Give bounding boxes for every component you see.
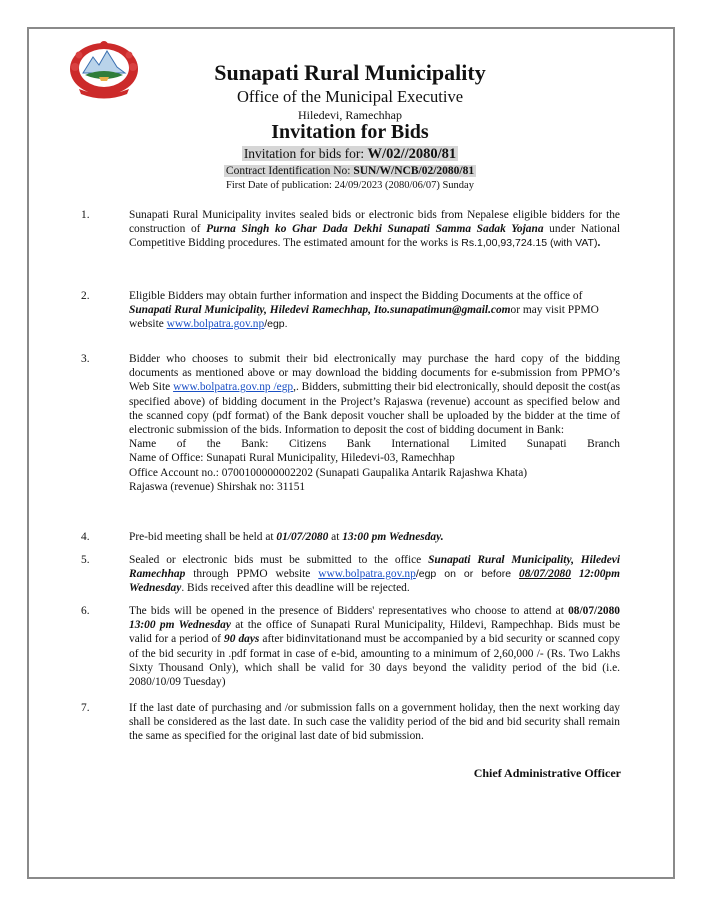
publication-date: First Date of publication: 24/09/2023 (2080/06/07) Sunday (226, 180, 474, 191)
bids-for-value: W/02//2080/81 (367, 146, 457, 162)
project-name: Purna Singh ko Ghar Dada Dekhi Sunapati Samma Sadak Yojana (206, 223, 544, 236)
office-location: Hiledevi, Ramechhap (298, 108, 402, 122)
office-subtitle: Office of the Municipal Executive (236, 87, 464, 106)
item-text: /egp on or before (415, 568, 520, 581)
signature-title: Chief Administrative Officer (473, 766, 621, 780)
office-name: Name of Office: Sunapati Rural Municipality, Hiledevi-03, Ramechhap (129, 452, 455, 465)
item-text: bid security shall remain the same as specified for the original last date of bid submission. (129, 716, 621, 743)
nepal-emblem-icon (63, 37, 145, 101)
item-number: 1. (81, 209, 90, 221)
item-text: . (597, 237, 601, 250)
prebid-time: 13:00 pm Wednesday. (342, 531, 444, 543)
item-text: at (328, 531, 343, 543)
office-contact: Sunapati Rural Municipality, Hiledevi Ramechhap, Ito.sunapatimun@gmail.com (129, 304, 511, 317)
item-text: Sealed or electronic bids must be submitted to the office (129, 554, 429, 566)
contract-label: Contract Identification No: (225, 165, 354, 177)
item-text: ,. Bidders, submitting their bid electronically, should deposit the cost(as specified above) of bidding document in the Project’s Rajaswa (revenue) account as specified below and the scanned copy (pdf format) of the Bank deposit voucher shall be uploaded by the bidder at the time of electronic submission of the bids. Information to deposit the cost of bidding document in Bank: (129, 381, 621, 437)
item-text: . Bids received after this deadline will be rejected. (181, 582, 410, 595)
item-text: bid and (469, 716, 504, 729)
ppmo-link[interactable]: www.bolpatra.gov.np (318, 568, 416, 581)
item-text: under National Competitive Bidding procedures. The estimated amount for the works is (129, 223, 620, 250)
bids-for-line (150, 146, 550, 163)
item-text: or may visit PPMO website (129, 304, 599, 331)
item-text: /egp. (264, 318, 288, 331)
bids-for-label: Invitation for bids for: (243, 146, 368, 161)
item-text: Eligible Bidders may obtain further information and inspect the Bidding Documents at the office of (129, 290, 583, 302)
item-number: 2. (81, 290, 90, 302)
item-number: 7. (81, 702, 90, 714)
account-number: Office Account no.: 0700100000002202 (Sunapati Gaupalika Antarik Rajashwa Khata) (129, 466, 528, 479)
ppmo-link[interactable]: www.bolpatra.gov.np /egp (173, 381, 294, 394)
estimated-amount: Rs.1,00,93,724.15 (with VAT) (461, 237, 598, 250)
item-number: 5. (81, 554, 90, 566)
opening-date: 08/07/2080 (568, 605, 620, 617)
contract-value: SUN/W/NCB/02/2080/81 (353, 165, 475, 177)
item-text: after bidinvitationand must be accompanied by a bid security or scanned copy of the bid security in .pdf format in case of e-bid, amounting to a minimum of 2,60,000 /- (Rs. Two Lakhs Sixty Thousand Only), which shall be valid for 30 days beyond the validity period of the bid (i.e. 2080/10/09 Tuesday) (129, 633, 620, 689)
item-text: The bids will be opened in the presence of Bidders' representatives who choose to attend at (129, 605, 569, 617)
prebid-date: 01/07/2080 (276, 531, 329, 543)
item-number: 4. (81, 531, 90, 543)
submission-date: 08/07/2080 (519, 568, 571, 581)
item-number: 6. (81, 605, 90, 617)
item-text: Bidder who chooses to submit their bid electronically may purchase the hard copy of the bidding documents as mentioned above or may download the bidding documents for e-submission from PPMO’s Web Site (129, 353, 620, 394)
ppmo-link[interactable]: www.bolpatra.gov.np (166, 318, 265, 331)
item-text: Sunapati Rural Municipality invites sealed bids or electronic bids from Nepalese eligible bidders for the construction of (129, 209, 620, 236)
validity-days: 90 days (224, 633, 260, 646)
page-heading: Invitation for Bids (271, 121, 429, 143)
opening-time: 13:00 pm Wednesday (129, 619, 231, 632)
contract-id-line (150, 165, 550, 177)
bank-name: Name of the Bank: Citizens Bank International Limited Sunapati Branch (129, 438, 620, 451)
item-text: If the last date of purchasing and /or submission falls on a government holiday, then the next working day shall be considered as the last date. In such case the validity period of the (129, 702, 620, 729)
municipality-title: Sunapati Rural Municipality (214, 60, 486, 85)
submission-time: 12:00pm Wednesday (129, 568, 620, 595)
submission-office: Sunapati Rural Municipality, Hiledevi Ramechhap (129, 554, 620, 581)
item-text: through PPMO website (185, 568, 319, 581)
rajaswa-code: Rajaswa (revenue) Shirshak no: 31151 (129, 480, 306, 493)
item-text: at the office of Sunapati Rural Municipality, Hildevi, Rampechhap. Bids must be valid for a period of (129, 619, 621, 646)
item-number: 3. (81, 353, 90, 365)
item-text: Pre-bid meeting shall be held at (129, 531, 277, 543)
